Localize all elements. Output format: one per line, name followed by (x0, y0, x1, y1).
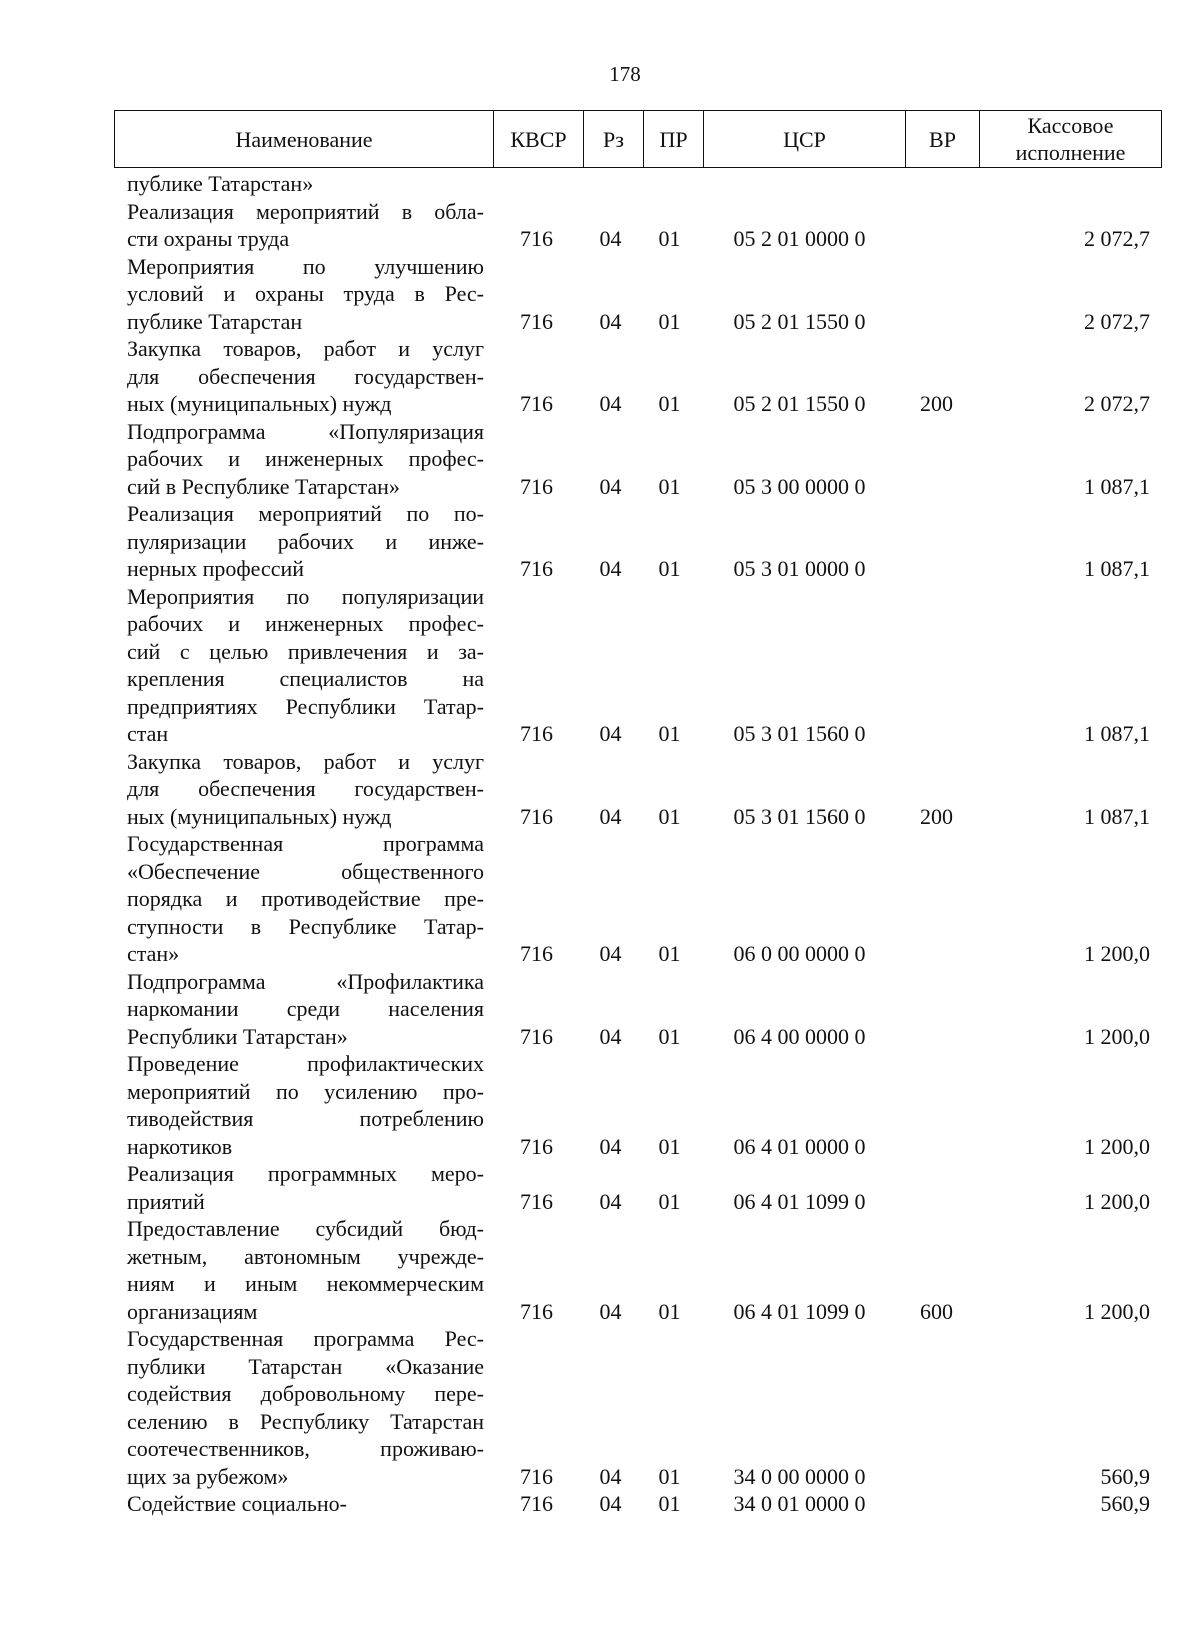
row-name-line: Закупка товаров, работ и услуг (127, 336, 484, 361)
row-amount: 1 200,0 (1084, 1023, 1150, 1049)
table-row (0, 968, 1200, 1051)
row-vr: 600 (920, 1298, 953, 1324)
row-csr: 06 4 00 0000 0 (733, 1023, 866, 1049)
row-name (127, 418, 484, 501)
row-vr: 200 (920, 803, 953, 829)
row-amount: 1 087,1 (1084, 556, 1150, 581)
column-header-rz: Рз (584, 111, 644, 168)
row-name-line: Государственная программа (127, 831, 484, 856)
row-rz: 04 (599, 226, 622, 251)
row-amount: 1 087,1 (1084, 473, 1150, 499)
row-name-line: ных (муниципальных) нужд (127, 391, 392, 416)
column-header-amount-line1: Кассовое (1027, 113, 1114, 138)
table-header (114, 110, 1162, 168)
row-amount: 1 200,0 (1084, 941, 1150, 966)
page-number: 178 (609, 62, 641, 86)
row-name-line: соотечественников, проживаю- (127, 1436, 484, 1461)
row-name-line: стан» (127, 941, 180, 966)
row-name (127, 198, 484, 253)
row-pr: 01 (658, 1491, 681, 1516)
row-kvsr: 716 (520, 391, 553, 416)
row-csr: 34 0 00 0000 0 (733, 1463, 866, 1489)
row-vr: 200 (920, 391, 953, 416)
row-rz: 04 (599, 473, 622, 499)
table-row (0, 198, 1200, 253)
row-name (127, 1160, 484, 1215)
row-name (127, 1325, 484, 1490)
row-rz: 04 (599, 941, 622, 966)
row-name-line: селению в Республику Татарстан (127, 1408, 484, 1434)
row-name-line: условий и охраны труда в Рес- (127, 281, 484, 306)
row-name-line: «Обеспечение общественного (127, 858, 484, 884)
row-name (127, 1490, 484, 1518)
row-csr: 34 0 01 0000 0 (733, 1491, 866, 1516)
row-csr: 05 3 01 1560 0 (733, 721, 866, 746)
row-name-line: тиводействия потреблению (127, 1106, 484, 1131)
column-header-name: Наименование (115, 111, 494, 168)
row-rz: 04 (599, 391, 622, 416)
row-rz: 04 (599, 721, 622, 746)
row-pr: 01 (658, 308, 681, 334)
row-name-line: сти охраны труда (127, 226, 290, 251)
row-name (127, 170, 484, 198)
row-rz: 04 (599, 1463, 622, 1489)
table-row (0, 830, 1200, 968)
row-name-line: рабочих и инженерных профес- (127, 611, 484, 636)
row-name-line: крепления специалистов на (127, 666, 484, 691)
table-row (0, 748, 1200, 831)
row-amount: 2 072,7 (1084, 308, 1150, 334)
row-name (127, 583, 484, 748)
row-name-line: жетным, автономным учрежде- (127, 1243, 484, 1269)
row-amount: 1 087,1 (1084, 721, 1150, 746)
column-header-vr: ВР (906, 111, 980, 168)
row-name-line: сий с целью привлечения и за- (127, 638, 484, 664)
row-name-line: Государственная программа Рес- (127, 1326, 484, 1351)
row-name-line: Проведение профилактических (127, 1051, 484, 1076)
row-name (127, 1050, 484, 1160)
row-name-line: Закупка товаров, работ и услуг (127, 748, 484, 774)
row-name-line: Мероприятия по популяризации (127, 583, 484, 609)
row-csr: 06 0 00 0000 0 (733, 941, 866, 966)
row-amount: 560,9 (1100, 1463, 1150, 1489)
row-name (127, 253, 484, 336)
table-row (0, 1325, 1200, 1490)
row-rz: 04 (599, 803, 622, 829)
row-kvsr: 716 (520, 226, 553, 251)
row-pr: 01 (658, 1133, 681, 1159)
row-csr: 05 3 01 1560 0 (733, 803, 866, 829)
row-name-line: ступности в Республике Татар- (127, 913, 484, 939)
row-name-line: Республики Татарстан» (127, 1023, 348, 1049)
row-csr: 06 4 01 1099 0 (733, 1298, 866, 1324)
row-name-line: публики Татарстан «Оказание (127, 1353, 484, 1379)
row-pr: 01 (658, 391, 681, 416)
row-kvsr: 716 (520, 803, 553, 829)
row-name-line: нерных профессий (127, 556, 305, 581)
row-name-line: для обеспечения государствен- (127, 363, 484, 389)
row-name-line: щих за рубежом» (127, 1463, 289, 1489)
table-row (0, 1215, 1200, 1325)
row-name-line: ниям и иным некоммерческим (127, 1271, 484, 1296)
row-name-line: наркомании среди населения (127, 996, 484, 1021)
row-pr: 01 (658, 473, 681, 499)
row-name (127, 968, 484, 1051)
row-csr: 05 2 01 1550 0 (733, 308, 866, 334)
row-rz: 04 (599, 1298, 622, 1324)
row-amount: 1 087,1 (1084, 803, 1150, 829)
row-name (127, 748, 484, 831)
row-name-line: наркотиков (127, 1133, 233, 1159)
table-row (0, 583, 1200, 748)
table-row (0, 500, 1200, 583)
row-csr: 06 4 01 0000 0 (733, 1133, 866, 1159)
row-name-line: мероприятий по усилению про- (127, 1078, 484, 1104)
row-kvsr: 716 (520, 721, 553, 746)
row-amount: 1 200,0 (1084, 1188, 1150, 1214)
row-name (127, 1215, 484, 1325)
table-row (0, 1050, 1200, 1160)
row-kvsr: 716 (520, 473, 553, 499)
row-name-line: организациям (127, 1298, 258, 1324)
row-amount: 1 200,0 (1084, 1298, 1150, 1324)
row-name-line: предприятиях Республики Татар- (127, 693, 484, 719)
table-row (0, 253, 1200, 336)
table-row (0, 170, 1200, 198)
row-name-line: для обеспечения государствен- (127, 776, 484, 801)
row-pr: 01 (658, 1463, 681, 1489)
column-header-pr: ПР (644, 111, 704, 168)
row-name-line: публике Татарстан (127, 308, 303, 334)
row-name-line: Предоставление субсидий бюд- (127, 1216, 484, 1241)
row-name-line: порядка и противодействие пре- (127, 886, 484, 911)
row-pr: 01 (658, 941, 681, 966)
row-name-line: пуляризации рабочих и инже- (127, 528, 484, 554)
row-pr: 01 (658, 556, 681, 581)
row-name-line: ных (муниципальных) нужд (127, 803, 392, 829)
row-amount: 1 200,0 (1084, 1133, 1150, 1159)
row-rz: 04 (599, 1023, 622, 1049)
row-csr: 05 3 01 0000 0 (733, 556, 866, 581)
table-body (0, 170, 1200, 1518)
row-name-line: содействия добровольному пере- (127, 1381, 484, 1406)
row-kvsr: 716 (520, 1463, 553, 1489)
row-kvsr: 716 (520, 941, 553, 966)
row-kvsr: 716 (520, 1023, 553, 1049)
table-row (0, 418, 1200, 501)
row-pr: 01 (658, 721, 681, 746)
row-name (127, 335, 484, 418)
row-rz: 04 (599, 1133, 622, 1159)
row-name-line: Мероприятия по улучшению (127, 253, 484, 279)
row-pr: 01 (658, 803, 681, 829)
row-csr: 05 3 00 0000 0 (733, 473, 866, 499)
row-kvsr: 716 (520, 1133, 553, 1159)
row-name-line: Реализация мероприятий по по- (127, 501, 484, 526)
row-name (127, 830, 484, 968)
row-amount: 2 072,7 (1084, 226, 1150, 251)
row-rz: 04 (599, 1491, 622, 1516)
row-name-line: Реализация программных меро- (127, 1161, 484, 1186)
column-header-csr: ЦСР (704, 111, 906, 168)
row-name-line: рабочих и инженерных профес- (127, 446, 484, 471)
table-row (0, 1160, 1200, 1215)
row-pr: 01 (658, 1298, 681, 1324)
row-name-line: стан (127, 721, 169, 746)
row-name-line: Подпрограмма «Популяризация (127, 418, 484, 444)
row-rz: 04 (599, 308, 622, 334)
row-kvsr: 716 (520, 308, 553, 334)
row-rz: 04 (599, 556, 622, 581)
row-amount: 560,9 (1100, 1491, 1150, 1516)
row-rz: 04 (599, 1188, 622, 1214)
column-header-amount (980, 111, 1162, 168)
row-pr: 01 (658, 1023, 681, 1049)
row-kvsr: 716 (520, 1188, 553, 1214)
table-row (0, 335, 1200, 418)
row-csr: 05 2 01 1550 0 (733, 391, 866, 416)
row-name-line: публике Татарстан» (127, 171, 314, 196)
row-pr: 01 (658, 226, 681, 251)
row-kvsr: 716 (520, 1491, 553, 1516)
row-csr: 05 2 01 0000 0 (733, 226, 866, 251)
row-name (127, 500, 484, 583)
row-name-line: приятий (127, 1188, 205, 1214)
table-row (0, 1490, 1200, 1518)
column-header-amount-line2: исполнение (1015, 140, 1126, 165)
row-amount: 2 072,7 (1084, 391, 1150, 416)
row-name-line: сий в Республике Татарстан» (127, 473, 400, 499)
row-kvsr: 716 (520, 1298, 553, 1324)
column-header-kvsr: КВСР (494, 111, 584, 168)
row-pr: 01 (658, 1188, 681, 1214)
row-name-line: Реализация мероприятий в обла- (127, 198, 484, 224)
row-name-line: Содействие социально- (127, 1491, 347, 1516)
row-csr: 06 4 01 1099 0 (733, 1188, 866, 1214)
row-name-line: Подпрограмма «Профилактика (127, 968, 484, 994)
row-kvsr: 716 (520, 556, 553, 581)
